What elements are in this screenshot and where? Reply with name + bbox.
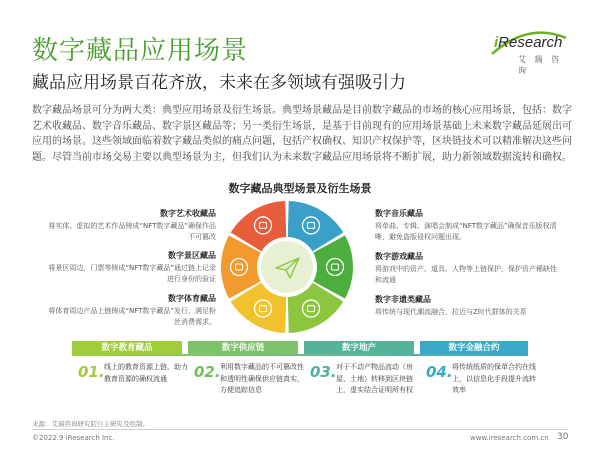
logo-prefix: i [494,34,499,51]
scenario-heritage [375,294,560,318]
step-number: 03. [310,363,337,381]
step-desc: 线上的教育资源上链，助力教育资源的确权流通 [104,363,188,383]
scenario-scenic [46,250,216,285]
logo-brand: Research [498,34,563,51]
step-number: 02. [194,363,221,381]
wheel-center [261,241,313,293]
website-link[interactable]: www.iresearch.com.cn [470,434,549,442]
scenario-title: 数字景区藏品 [168,251,216,260]
intro-paragraph: 数字藏品场景可分为两大类：典型应用场景及衍生场景。典型场景藏品是目前数字藏品的市场的核心应用场景，包括：数字艺术收藏品、数字音乐藏品、数字景区藏品等；另一类衍生场景，是基于目前现有的应用场景基础上未来数字藏品延展出可应用的场景。这些领域面临着数字藏品类似的痛点问题，包括产权确权、知识产权保护等，区块链技术可以精准解决这些问题。尽管当前市场交易主要以典型场景为主，但我们认为未来数字藏品应用场景将不断扩展，助力新领域数据流转和确权。 [32,105,572,163]
copyright: ©2022.9 iResearch Inc. [32,434,115,442]
iresearch-logo [494,32,566,75]
scenario-desc: 将单曲、专辑、演唱会制成“NFT数字藏品”确保音乐版权清晰，避免盗版侵权问题出现。 [375,222,557,241]
page-title: 数字藏品应用场景 [32,36,249,66]
derived-scenario-bars [72,341,528,355]
step-01 [78,361,194,401]
scenario-desc: 将实体、虚拟的艺术作品铸成“NFT数字藏品”确保作品不可篡改 [48,222,216,241]
step-desc: 对于不动产物品流动（房屋、土地）转移到区块链上，虚实结合证明所有权 [336,363,413,394]
bar-supply-chain: 数字供应链 [188,341,298,355]
scenario-title: 数字艺术收藏品 [160,209,216,218]
diagram-title: 数字藏品典型场景及衍生场景 [228,182,372,195]
scenario-title: 数字游戏藏品 [375,252,423,261]
bar-real-estate: 数字地产 [304,341,414,355]
scenario-desc: 将传统与现代潮流融合，拉近与Z时代群体的关系 [375,308,527,316]
step-04 [426,361,542,401]
source-note: 来源：艾瑞咨询研究院自主研究及绘制。 [32,420,149,428]
scenario-wheel [218,198,356,336]
scenario-title: 数字非遗类藏品 [375,295,431,304]
scenario-title: 数字音乐藏品 [375,209,423,218]
scenario-music [375,208,560,243]
step-desc: 将传统纸质的保单合约在线上，以信息化手段提升流转效率 [452,363,536,394]
page-subtitle: 藏品应用场景百花齐放，未来在多领域有强吸引力 [32,73,406,93]
scenario-desc: 将游戏中的资产、道具、人物等上链保护，保护资产稀缺性和流通 [375,265,557,284]
logo-tagline: 艾 瑞 咨 询 [518,55,563,75]
bar-education: 数字教育藏品 [72,341,182,355]
step-number: 01. [78,363,105,381]
scenario-sports [46,293,216,328]
scenario-desc: 将体育周边产品上链铸成“NFT数字藏品”发行，满足粉丝消费需求。 [48,307,216,326]
bar-finance: 数字金融合约 [420,341,528,355]
scenario-desc: 将景区周边，门票等铸成“NFT数字藏品”通过链上记录进行身份的验证 [48,264,216,283]
page-number: 30 [557,432,569,442]
bars-baseline [72,354,528,356]
step-number: 04. [426,363,453,381]
scenario-title: 数字体育藏品 [168,294,216,303]
step-desc: 利用数字藏品的不可篡改性和透明性确保供应链真实，方便追踪信息 [220,363,304,394]
footer-divider [32,429,568,430]
scenario-art [46,208,216,243]
step-02 [194,361,310,401]
step-03 [310,361,426,401]
scenario-game [375,251,560,286]
